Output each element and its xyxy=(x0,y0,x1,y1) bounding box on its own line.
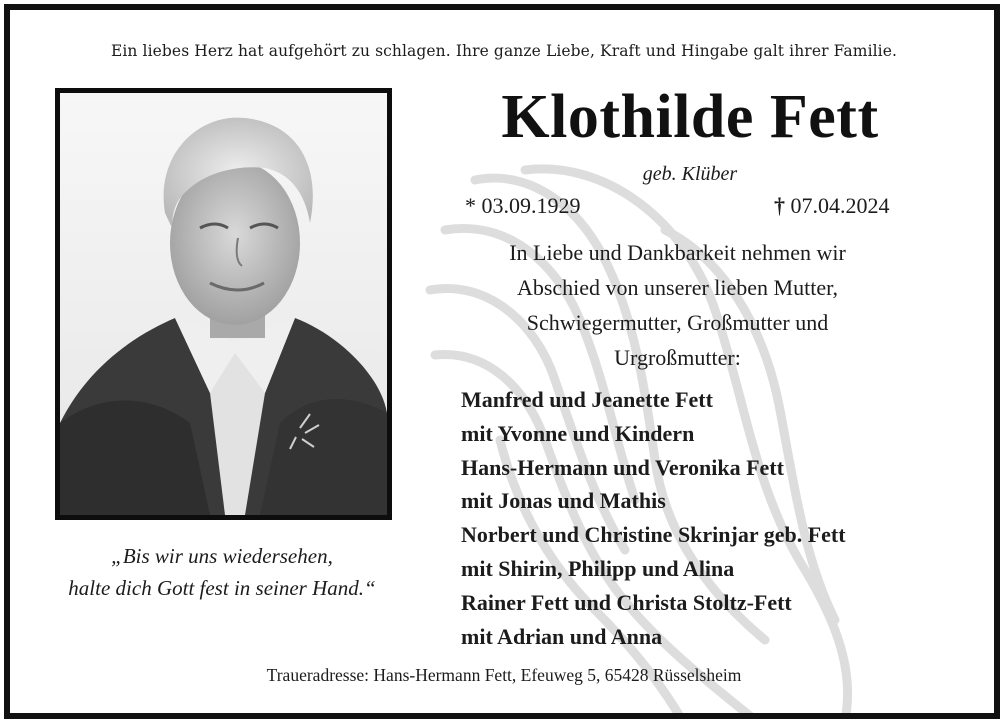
quote-line: „Bis wir uns wiedersehen, xyxy=(111,544,333,568)
obituary-frame xyxy=(4,4,1000,719)
mourner-line: Hans-Hermann und Veronika Fett xyxy=(461,454,784,480)
mourners-list xyxy=(461,383,846,653)
mourner-line: Rainer Fett und Christa Stoltz-Fett xyxy=(461,589,792,615)
maiden-name: geb. Klüber xyxy=(642,163,738,185)
farewell-message xyxy=(450,235,905,375)
death-date: 07.04.2024 xyxy=(790,193,890,218)
portrait-photo xyxy=(55,88,392,520)
mourner-line: mit Yvonne und Kindern xyxy=(461,420,695,446)
birth-date-line xyxy=(465,193,581,219)
intro-line: Ein liebes Herz hat aufgehört zu schlagen. Ihre ganze Liebe, Kraft und Hingabe galt ihrer Familie. xyxy=(110,42,898,60)
mourner-line: mit Shirin, Philipp und Alina xyxy=(461,555,735,581)
message-line: Urgroßmutter: xyxy=(614,345,741,370)
deceased-name: Klothilde Fett xyxy=(501,83,879,151)
birth-date: 03.09.1929 xyxy=(481,193,581,218)
message-line: In Liebe und Dankbarkeit nehmen wir xyxy=(509,240,846,265)
birth-symbol: * xyxy=(465,193,476,218)
mourner-line: Norbert und Christine Skrinjar geb. Fett xyxy=(461,522,846,548)
cross-icon: † xyxy=(774,193,785,218)
quote-line: halte dich Gott fest in seiner Hand.“ xyxy=(68,576,376,600)
message-line: Schwiegermutter, Großmutter und xyxy=(526,310,829,335)
portrait-photo-icon xyxy=(60,93,387,515)
mourner-line: mit Jonas und Mathis xyxy=(461,488,666,514)
message-line: Abschied von unserer lieben Mutter, xyxy=(516,275,839,300)
death-date-line xyxy=(774,193,890,219)
quote xyxy=(32,540,412,604)
mourning-address: Traueradresse: Hans-Hermann Fett, Efeuweg 5, 65428 Rüsselsheim xyxy=(266,665,742,685)
mourner-line: mit Adrian und Anna xyxy=(461,623,663,649)
mourner-line: Manfred und Jeanette Fett xyxy=(461,387,713,412)
